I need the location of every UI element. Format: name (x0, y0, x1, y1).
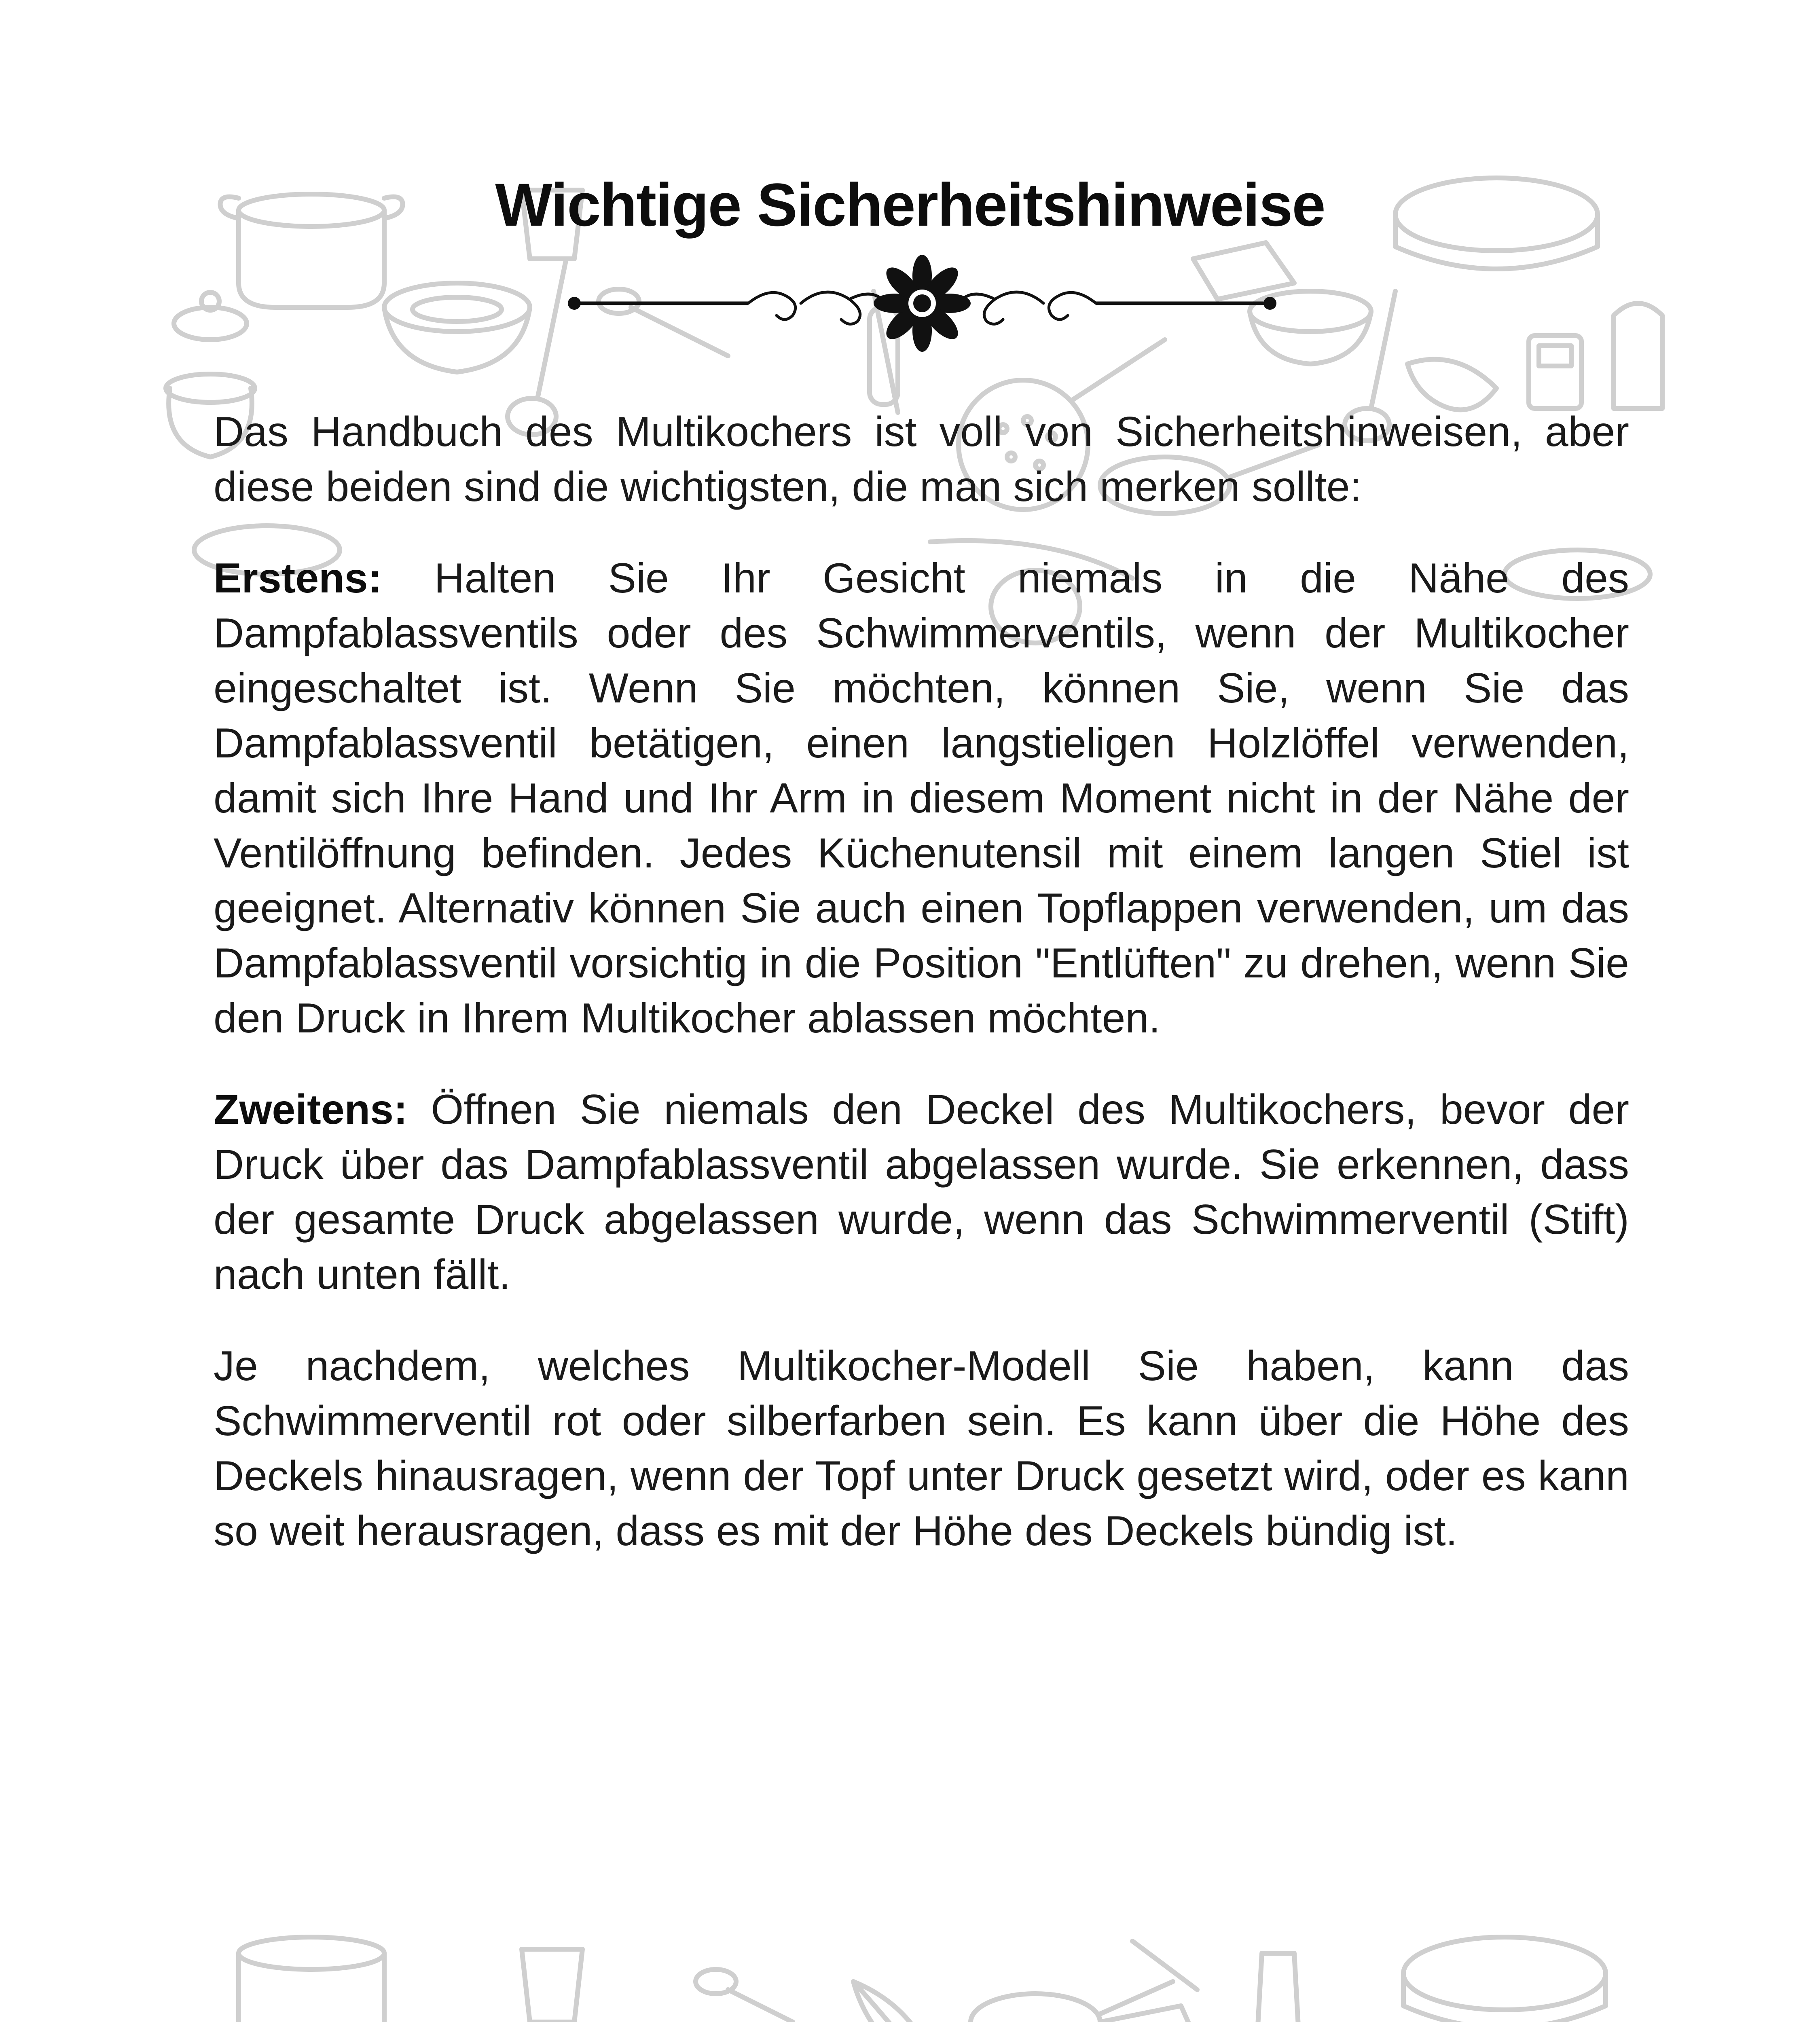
jar-icon (1258, 1953, 1298, 2022)
page-title: Wichtige Sicherheitshinweise (495, 171, 1325, 239)
glass-icon (522, 1949, 582, 2022)
scroll-flourish-right-icon (959, 292, 1096, 324)
spoon-icon (696, 1969, 793, 2022)
intro-paragraph: Das Handbuch des Multikochers ist voll von Sicherheitshinweisen, aber diese beiden sind die wichtigsten, die man sich merken sollte: (214, 408, 1629, 510)
scroll-flourish-left-icon (748, 292, 886, 324)
closing-paragraph: Je nachdem, welches Multikocher-Modell Sie haben, kann das Schwimmerventil rot oder silberfarben sein. Es kann über die Höhe des Deckels hinausragen, wenn der Topf unter Druck gesetzt wird, oder es kann so weit herausragen, dass es mit der Höhe des Deckels bündig ist. (214, 1343, 1629, 1555)
cloth-icon (1407, 360, 1496, 410)
divider-line-left (568, 297, 748, 310)
bowl-icon (384, 283, 530, 372)
second-rule-text: Öffnen Sie niemals den Deckel des Multikochers, bevor der Druck über das Dampfablassventil abgelassen wurde. Sie erkennen, dass der gesamte Druck abgelassen wurde, wenn das Schwimmerventil (Stift) nach unten fällt. (214, 1086, 1629, 1298)
stock-pot-icon (239, 1937, 384, 2022)
knife-icon (1132, 1941, 1197, 1990)
body-text (214, 404, 1629, 1595)
first-rule-label: Erstens: (214, 555, 382, 602)
scale-icon (1529, 336, 1581, 408)
divider-line-right (1096, 297, 1276, 310)
cake-tin-icon (1403, 1937, 1606, 2022)
grater-icon (1614, 303, 1662, 408)
first-rule-paragraph (214, 551, 1629, 1046)
second-rule-paragraph (214, 1082, 1629, 1302)
flourish-flower-icon (874, 255, 971, 352)
flourish-divider (558, 251, 1286, 356)
first-rule-text: Halten Sie Ihr Gesicht niemals in die Nähe des Dampfablassventils oder des Schwimmerventils, wenn der Multikocher eingeschaltet ist. Wenn Sie möchten, können Sie, wenn Sie das Dampfablassventil betätigen, einen langstieligen Holzlöffel verwenden, damit sich Ihre Hand und Ihr Arm in diesem Moment nicht in der Nähe der Ventilöffnung befinden. Jedes Küchenutensil mit einem langen Stiel ist geeignet. Alternativ können Sie auch einen Topflappen verwenden, um das Dampfablassventil vorsichtig in die Position "Entlüften" zu drehen, wenn Sie den Druck in Ihrem Multikocher ablassen möchten. (214, 555, 1629, 1042)
second-rule-label: Zweitens: (214, 1086, 408, 1133)
whisk-icon (853, 1982, 938, 2022)
